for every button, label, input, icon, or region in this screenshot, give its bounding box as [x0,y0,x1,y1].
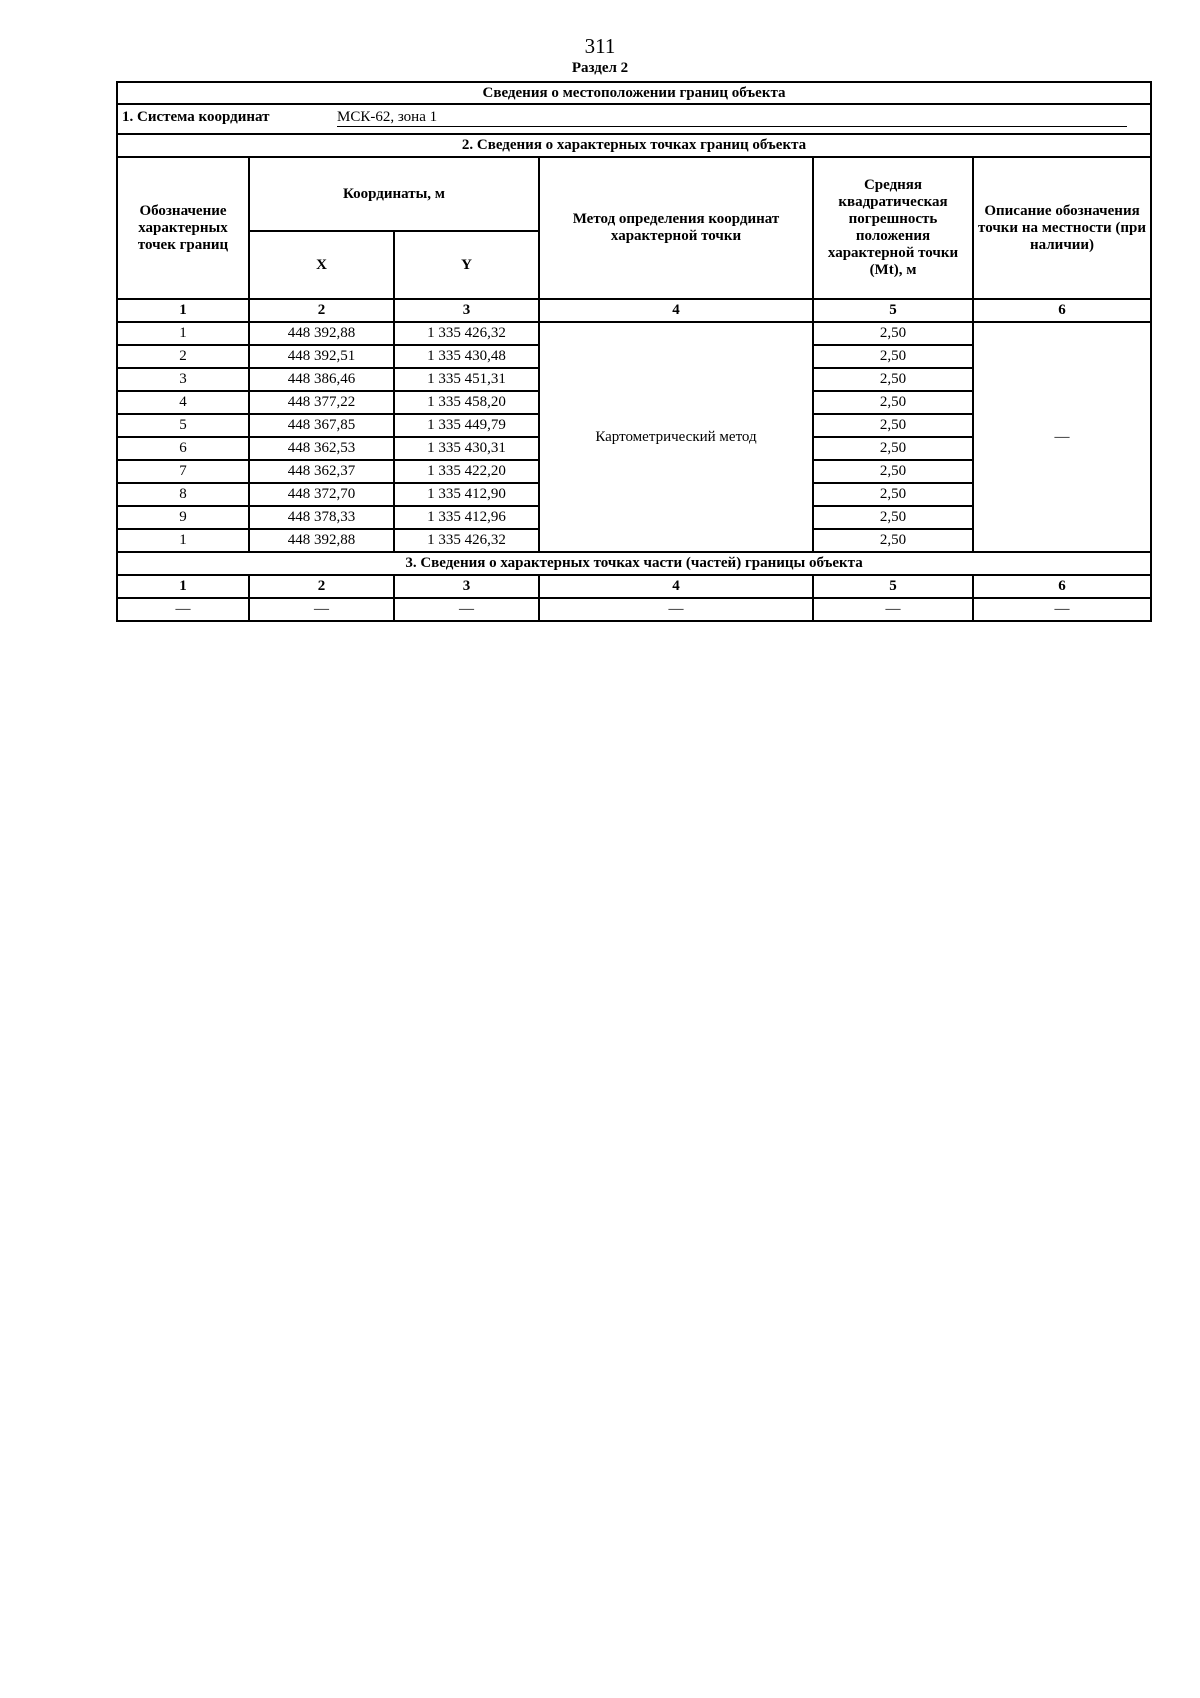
section2-title: 2. Сведения о характерных точках границ объекта [117,134,1151,157]
header-description: Описание обозначения точки на местности (при наличии) [973,157,1151,299]
y-cell: 1 335 449,79 [394,414,539,437]
error-cell: 2,50 [813,345,973,368]
error-cell: 2,50 [813,414,973,437]
dash-cell: — [973,598,1151,621]
x-cell: 448 372,70 [249,483,394,506]
coord-system-row [117,104,1151,134]
error-cell: 2,50 [813,506,973,529]
point-cell: 5 [117,414,249,437]
column-number: 1 [117,299,249,322]
table-row [117,322,1151,345]
dash-cell: — [539,598,813,621]
error-cell: 2,50 [813,437,973,460]
x-cell: 448 362,53 [249,437,394,460]
x-cell: 448 392,88 [249,322,394,345]
error-cell: 2,50 [813,391,973,414]
x-cell: 448 386,46 [249,368,394,391]
y-cell: 1 335 412,96 [394,506,539,529]
coord-system-value: МСК-62, зона 1 [337,109,1127,127]
y-cell: 1 335 422,20 [394,460,539,483]
point-cell: 2 [117,345,249,368]
column-number: 6 [973,299,1151,322]
column-number: 1 [117,575,249,598]
column-number: 4 [539,299,813,322]
dash-cell: — [117,598,249,621]
table-title: Сведения о местоположении границ объекта [117,82,1151,104]
y-cell: 1 335 426,32 [394,529,539,552]
error-cell: 2,50 [813,322,973,345]
column-number: 3 [394,299,539,322]
x-cell: 448 362,37 [249,460,394,483]
point-cell: 1 [117,529,249,552]
header-point: Обозначение характерных точек границ [117,157,249,299]
point-cell: 8 [117,483,249,506]
y-cell: 1 335 430,48 [394,345,539,368]
column-number: 2 [249,299,394,322]
section-title: Раздел 2 [571,60,629,76]
error-cell: 2,50 [813,483,973,506]
column-number: 2 [249,575,394,598]
dash-cell: — [394,598,539,621]
point-cell: 1 [117,322,249,345]
section3-title: 3. Сведения о характерных точках части (частей) границы объекта [117,552,1151,575]
column-number: 5 [813,575,973,598]
y-cell: 1 335 430,31 [394,437,539,460]
column-number: 4 [539,575,813,598]
header-coords: Координаты, м [249,157,539,231]
x-cell: 448 392,51 [249,345,394,368]
x-cell: 448 367,85 [249,414,394,437]
point-cell: 9 [117,506,249,529]
error-cell: 2,50 [813,529,973,552]
error-cell: 2,50 [813,368,973,391]
column-number: 5 [813,299,973,322]
header-method: Метод определения координат характерной точки [539,157,813,299]
point-cell: 7 [117,460,249,483]
method-cell: Картометрический метод [539,322,813,552]
dash-cell: — [813,598,973,621]
x-cell: 448 392,88 [249,529,394,552]
error-cell: 2,50 [813,460,973,483]
column-number: 6 [973,575,1151,598]
boundary-table [116,81,1152,622]
point-cell: 4 [117,391,249,414]
y-cell: 1 335 451,31 [394,368,539,391]
header-y: Y [394,231,539,299]
table-row [117,598,1151,621]
point-cell: 6 [117,437,249,460]
y-cell: 1 335 458,20 [394,391,539,414]
dash-cell: — [249,598,394,621]
description-cell: — [973,322,1151,552]
y-cell: 1 335 426,32 [394,322,539,345]
point-cell: 3 [117,368,249,391]
header-error: Средняя квадратическая погрешность положения характерной точки (Mt), м [813,157,973,299]
x-cell: 448 377,22 [249,391,394,414]
y-cell: 1 335 412,90 [394,483,539,506]
coord-system-label: 1. Система координат [122,109,270,125]
x-cell: 448 378,33 [249,506,394,529]
page-number: 311 [584,34,616,58]
header-x: X [249,231,394,299]
column-number: 3 [394,575,539,598]
